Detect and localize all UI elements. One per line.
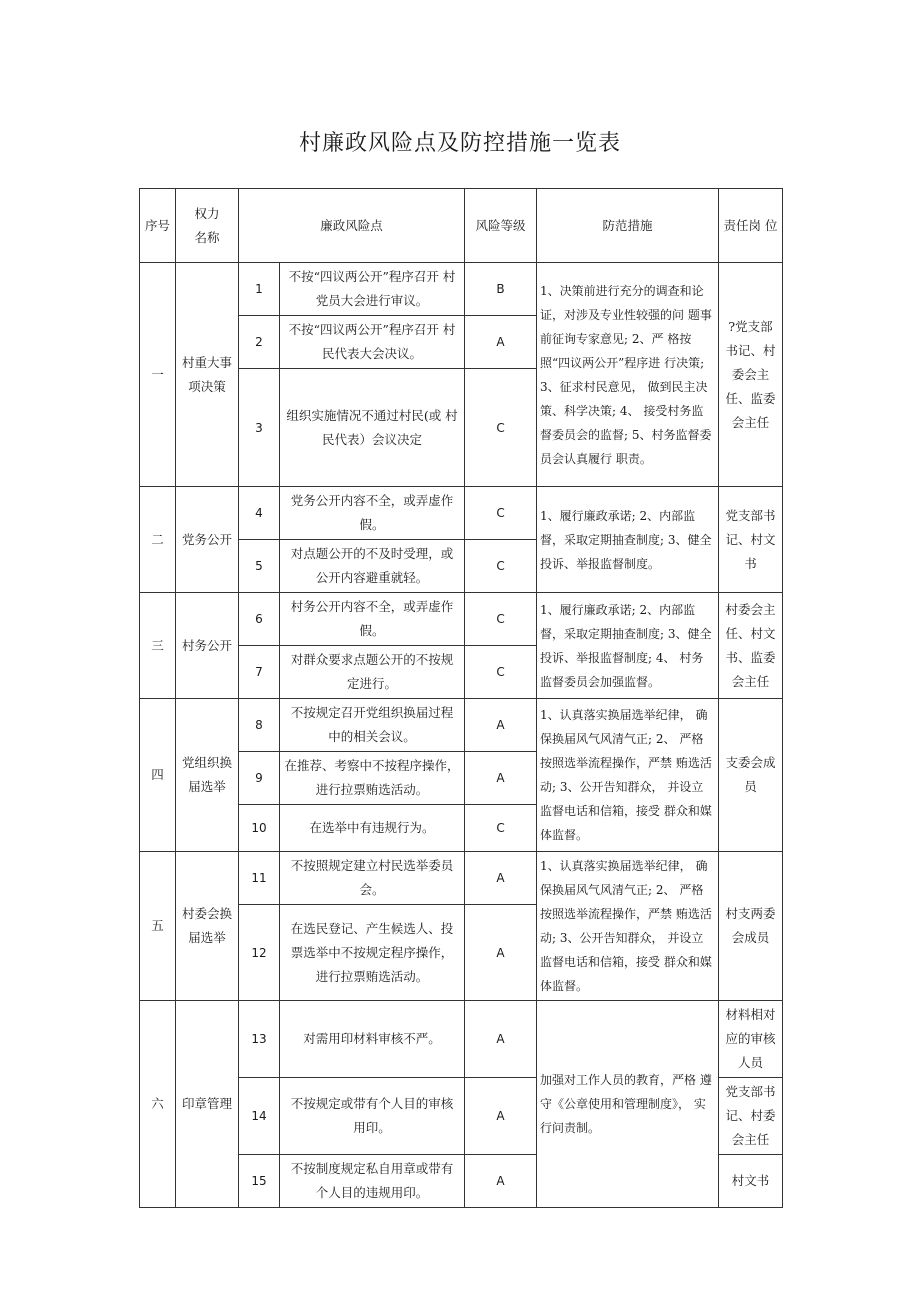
- item-risk: 在选民登记、产生候选人、投 票选举中不按规定程序操作， 进行拉票贿选活动。: [280, 905, 465, 1001]
- item-resp: 党支部书记、村委会主任: [719, 1078, 783, 1155]
- item-no: 7: [239, 646, 280, 699]
- item-no: 2: [239, 316, 280, 369]
- item-no: 3: [239, 369, 280, 487]
- header-power-line2: 名称: [194, 229, 220, 245]
- item-risk: 不按“四议两公开”程序召开 村党员大会进行审议。: [280, 263, 465, 316]
- group-measures: 1、履行廉政承诺; 2、内部监 督，采取定期抽查制度; 3、健全投诉、举报监督制度; 4、 村务监督委员会加强监督。: [537, 593, 719, 699]
- group-seq: 一: [140, 263, 176, 487]
- item-risk: 不按制度规定私自用章或带有 个人目的违规用印。: [280, 1155, 465, 1208]
- group-resp: 村支两委会成员: [719, 852, 783, 1001]
- group-resp: ?党支部 书记、村委会主任、监委会主任: [719, 263, 783, 487]
- item-risk: 不按“四议两公开”程序召开 村民代表大会决议。: [280, 316, 465, 369]
- group-measures: 1、决策前进行充分的调查和论证，对涉及专业性较强的问 题事前征询专家意见; 2、严 格按照“四议两公开”程序进 行决策; 3、征求村民意见， 做到民主决策、科学决策; 4、 接受村务监督委员会的监督; 5、村务监督委员会认真履行 职责。: [537, 263, 719, 487]
- item-level: C: [465, 646, 537, 699]
- item-no: 5: [239, 540, 280, 593]
- header-seq: 序号: [140, 189, 176, 263]
- risk-table: [139, 188, 783, 1208]
- table-row: [140, 699, 783, 752]
- header-row: [140, 189, 783, 263]
- item-risk: 党务公开内容不全，或弄虚作 假。: [280, 487, 465, 540]
- item-risk: 组织实施情况不通过村民(或 村民代表）会议决定: [280, 369, 465, 487]
- table-row: [140, 487, 783, 540]
- header-level: 风险等级: [465, 189, 537, 263]
- group-measures: 加强对工作人员的教育，严格 遵守《公章使用和管理制度》， 实行问责制。: [537, 1001, 719, 1208]
- group-measures: 1、履行廉政承诺; 2、内部监 督，采取定期抽查制度; 3、健全投诉、举报监督制度。: [537, 487, 719, 593]
- item-level: A: [465, 316, 537, 369]
- table-row: [140, 593, 783, 646]
- item-no: 1: [239, 263, 280, 316]
- group-seq: 二: [140, 487, 176, 593]
- item-level: A: [465, 905, 537, 1001]
- item-no: 15: [239, 1155, 280, 1208]
- item-risk: 在选举中有违规行为。: [280, 805, 465, 852]
- item-no: 14: [239, 1078, 280, 1155]
- item-risk: 对需用印材料审核不严。: [280, 1001, 465, 1078]
- item-no: 10: [239, 805, 280, 852]
- item-level: C: [465, 593, 537, 646]
- item-risk: 对点题公开的不及时受理，或 公开内容避重就轻。: [280, 540, 465, 593]
- header-risk: 廉政风险点: [239, 189, 465, 263]
- group-seq: 三: [140, 593, 176, 699]
- group-resp: 党支部书记、村文书: [719, 487, 783, 593]
- group-name: 村重大事项决策: [176, 263, 239, 487]
- item-level: A: [465, 1001, 537, 1078]
- item-no: 11: [239, 852, 280, 905]
- item-no: 6: [239, 593, 280, 646]
- group-name: 印章管理: [176, 1001, 239, 1208]
- item-level: A: [465, 852, 537, 905]
- table-row: [140, 263, 783, 316]
- table-row: [140, 1001, 783, 1078]
- item-no: 8: [239, 699, 280, 752]
- item-level: C: [465, 487, 537, 540]
- item-level: C: [465, 540, 537, 593]
- item-risk: 不按规定或带有个人目的审核 用印。: [280, 1078, 465, 1155]
- group-seq: 五: [140, 852, 176, 1001]
- header-resp: 责任岗 位: [719, 189, 783, 263]
- page-title: 村廉政风险点及防控措施一览表: [298, 131, 621, 156]
- item-risk: 村务公开内容不全，或弄虚作 假。: [280, 593, 465, 646]
- table-row: [140, 852, 783, 905]
- item-resp: 村文书: [719, 1155, 783, 1208]
- group-measures: 1、认真落实换届选举纪律， 确保换届风气风清气正; 2、 严格按照选举流程操作，严禁 贿选活动; 3、公开告知群众， 并设立监督电话和信箱，接受 群众和媒体监督。: [537, 699, 719, 852]
- item-level: A: [465, 1078, 537, 1155]
- group-seq: 四: [140, 699, 176, 852]
- group-resp: 支委会成员: [719, 699, 783, 852]
- group-name: 党务公开: [176, 487, 239, 593]
- item-level: C: [465, 369, 537, 487]
- item-resp: 材料相对应的审核人员: [719, 1001, 783, 1078]
- item-no: 4: [239, 487, 280, 540]
- item-risk: 不按规定召开党组织换届过程 中的相关会议。: [280, 699, 465, 752]
- header-power-line1: 权力: [194, 205, 220, 221]
- group-name: 村务公开: [176, 593, 239, 699]
- item-no: 13: [239, 1001, 280, 1078]
- item-level: A: [465, 1155, 537, 1208]
- item-no: 9: [239, 752, 280, 805]
- item-risk: 不按照规定建立村民选举委员 会。: [280, 852, 465, 905]
- item-level: A: [465, 699, 537, 752]
- item-level: A: [465, 752, 537, 805]
- group-resp: 村委会主任、村文书、监委 会主任: [719, 593, 783, 699]
- item-level: B: [465, 263, 537, 316]
- item-risk: 对群众要求点题公开的不按规 定进行。: [280, 646, 465, 699]
- item-level: C: [465, 805, 537, 852]
- item-no: 12: [239, 905, 280, 1001]
- header-measures: 防范措施: [537, 189, 719, 263]
- group-name: 村委会换届选举: [176, 852, 239, 1001]
- group-name: 党组织换届选举: [176, 699, 239, 852]
- item-risk: 在推荐、考察中不按程序操作， 进行拉票贿选活动。: [280, 752, 465, 805]
- header-power-name: [176, 189, 239, 263]
- group-seq: 六: [140, 1001, 176, 1208]
- group-measures: 1、认真落实换届选举纪律， 确保换届风气风清气正; 2、 严格按照选举流程操作，严禁 贿选活动; 3、公开告知群众， 并设立监督电话和信箱，接受 群众和媒体监督。: [537, 852, 719, 1001]
